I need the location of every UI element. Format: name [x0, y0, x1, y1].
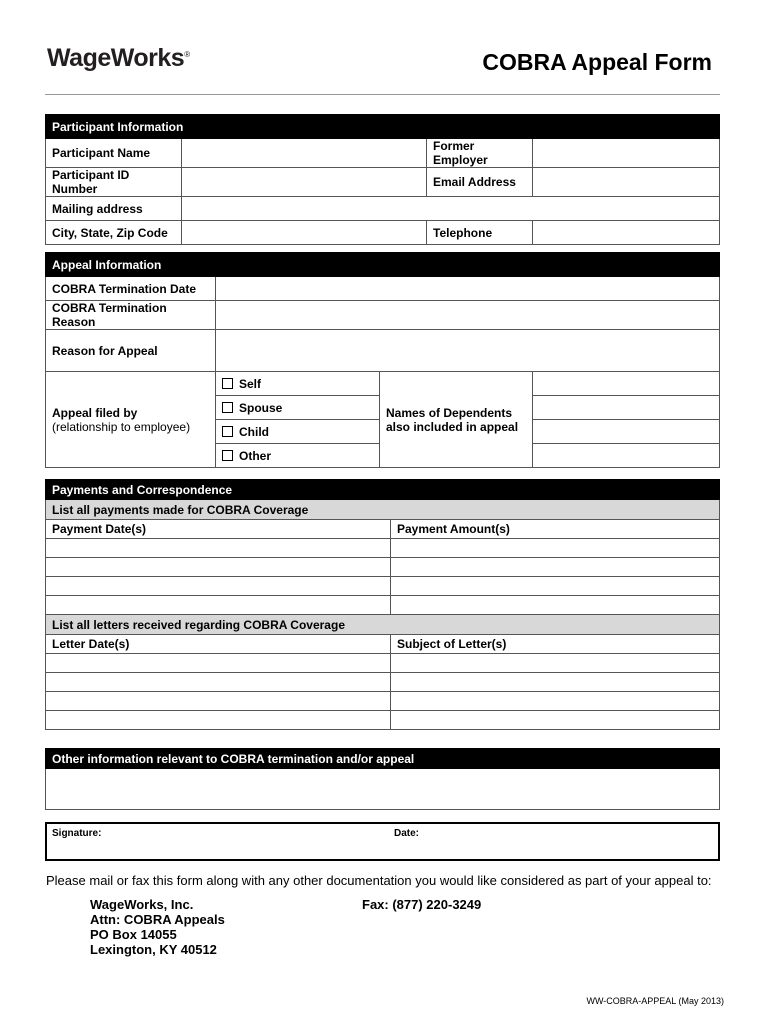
checkbox[interactable] [222, 402, 233, 413]
header-divider [45, 94, 720, 95]
payment-amount-field[interactable] [391, 577, 720, 596]
email-field[interactable] [533, 168, 720, 197]
letter-date-field[interactable] [46, 692, 391, 711]
option-child[interactable]: Child [216, 420, 380, 444]
payment-date-header: Payment Date(s) [46, 520, 391, 539]
dependents-label: Names of Dependents also included in appeal [380, 372, 533, 468]
termination-date-label: COBRA Termination Date [46, 277, 216, 301]
letters-subheading: List all letters received regarding COBRA Coverage [46, 615, 720, 635]
dependent-name-field[interactable] [533, 420, 720, 444]
letter-date-field[interactable] [46, 654, 391, 673]
termination-reason-label: COBRA Termination Reason [46, 301, 216, 330]
appeal-information-section [45, 252, 720, 468]
letter-subject-header: Subject of Letter(s) [391, 635, 720, 654]
section-heading: Payments and Correspondence [46, 480, 720, 500]
wageworks-logo: WageWorks® [47, 44, 190, 72]
mailing-address: WageWorks, Inc. Attn: COBRA Appeals PO Box 14055 Lexington, KY 40512 [90, 897, 225, 957]
dependent-name-field[interactable] [533, 372, 720, 396]
payment-date-field[interactable] [46, 577, 391, 596]
former-employer-label: Former Employer [427, 139, 533, 168]
payment-amount-field[interactable] [391, 596, 720, 615]
letter-subject-field[interactable] [391, 654, 720, 673]
page-title: COBRA Appeal Form [482, 49, 712, 75]
date-label: Date: [394, 828, 420, 839]
other-information-field[interactable] [46, 769, 720, 810]
participant-id-label: Participant ID Number [46, 168, 182, 197]
letter-date-field[interactable] [46, 673, 391, 692]
letter-date-field[interactable] [46, 711, 391, 730]
checkbox[interactable] [222, 426, 233, 437]
reason-for-appeal-field[interactable] [216, 330, 720, 372]
signature-label: Signature: [52, 828, 102, 839]
payment-amount-field[interactable] [391, 558, 720, 577]
payment-date-field[interactable] [46, 539, 391, 558]
payments-subheading: List all payments made for COBRA Coverage [46, 500, 720, 520]
mailing-address-field[interactable] [182, 197, 720, 221]
signature-box[interactable] [45, 822, 720, 861]
section-heading: Appeal Information [46, 253, 720, 277]
payment-date-field[interactable] [46, 596, 391, 615]
city-state-zip-label: City, State, Zip Code [46, 221, 182, 245]
payment-amount-field[interactable] [391, 539, 720, 558]
other-information-section [45, 748, 720, 810]
participant-name-label: Participant Name [46, 139, 182, 168]
letter-subject-field[interactable] [391, 711, 720, 730]
mailing-address-label: Mailing address [46, 197, 182, 221]
option-other[interactable]: Other [216, 444, 380, 468]
checkbox[interactable] [222, 450, 233, 461]
fax-number: Fax: (877) 220-3249 [362, 897, 482, 912]
payments-correspondence-section [45, 479, 720, 730]
letter-subject-field[interactable] [391, 673, 720, 692]
participant-name-field[interactable] [182, 139, 427, 168]
letter-date-header: Letter Date(s) [46, 635, 391, 654]
participant-id-field[interactable] [182, 168, 427, 197]
termination-date-field[interactable] [216, 277, 720, 301]
reason-for-appeal-label: Reason for Appeal [46, 330, 216, 372]
telephone-field[interactable] [533, 221, 720, 245]
termination-reason-field[interactable] [216, 301, 720, 330]
section-heading: Other information relevant to COBRA termination and/or appeal [46, 749, 720, 769]
checkbox[interactable] [222, 378, 233, 389]
mailing-instructions: Please mail or fax this form along with any other documentation you would like considered as part of your appeal to: [46, 873, 712, 888]
option-self[interactable]: Self [216, 372, 380, 396]
city-state-zip-field[interactable] [182, 221, 427, 245]
option-spouse[interactable]: Spouse [216, 396, 380, 420]
payment-date-field[interactable] [46, 558, 391, 577]
former-employer-field[interactable] [533, 139, 720, 168]
email-label: Email Address [427, 168, 533, 197]
dependent-name-field[interactable] [533, 444, 720, 468]
participant-information-section [45, 114, 720, 245]
section-heading: Participant Information [46, 115, 720, 139]
dependent-name-field[interactable] [533, 396, 720, 420]
appeal-filed-by-label: Appeal filed by (relationship to employee) [46, 372, 216, 468]
form-code: WW-COBRA-APPEAL (May 2013) [586, 996, 724, 1006]
telephone-label: Telephone [427, 221, 533, 245]
letter-subject-field[interactable] [391, 692, 720, 711]
payment-amount-header: Payment Amount(s) [391, 520, 720, 539]
